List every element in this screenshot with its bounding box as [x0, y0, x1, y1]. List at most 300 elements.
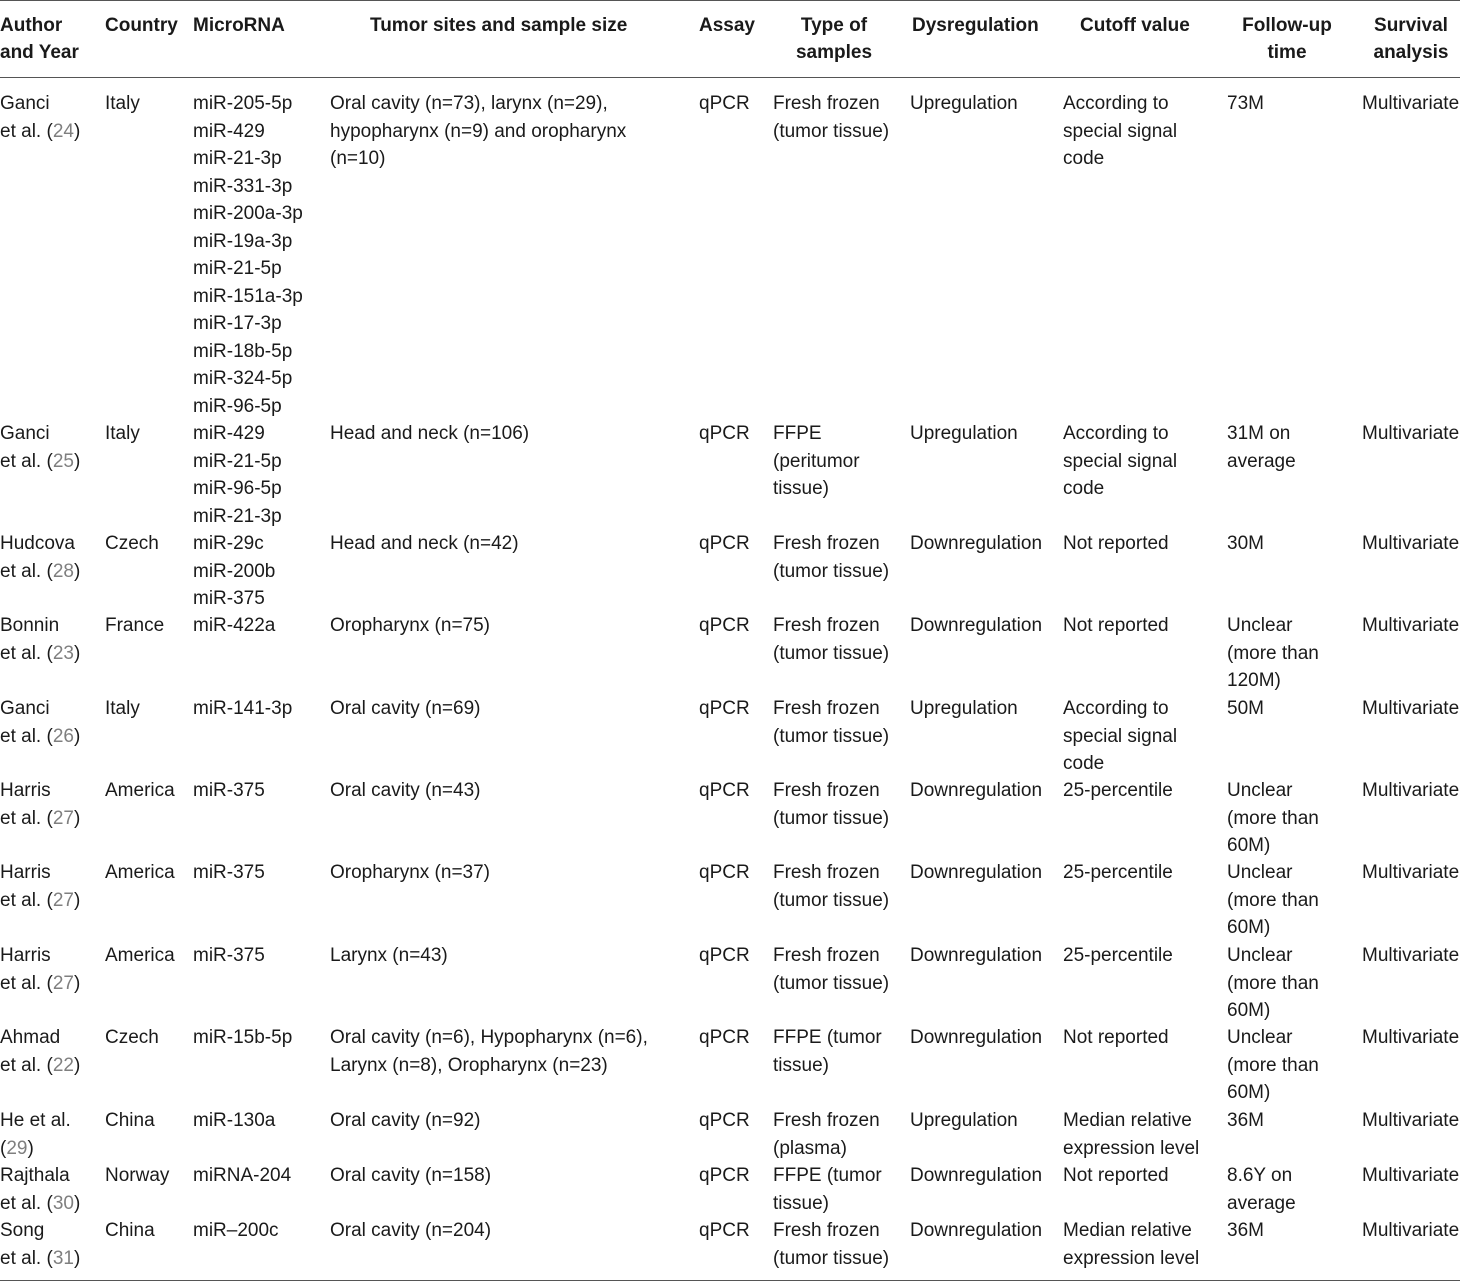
cell-followup	[1227, 530, 1264, 558]
cell-followup	[1227, 612, 1319, 695]
microrna-line: miR-151a-3p	[193, 285, 303, 307]
samples-line: FFPE	[773, 423, 822, 444]
dys-line: Downregulation	[910, 1220, 1043, 1241]
author-text: Ahmad	[0, 1027, 61, 1048]
cell-survival	[1362, 942, 1459, 970]
reference-link[interactable]: 29	[6, 1137, 28, 1159]
table-bottom-rule	[0, 1280, 1460, 1281]
tumor-line: Oropharynx (n=75)	[330, 615, 490, 636]
cell-microrna	[193, 777, 265, 805]
author-line	[0, 118, 80, 146]
cell-tumor	[330, 777, 480, 805]
microrna-line: miR-375	[193, 862, 265, 883]
cell-survival	[1362, 1024, 1459, 1052]
survival-line: Multivariate	[1362, 1165, 1460, 1186]
followup-line: Unclear	[1227, 862, 1293, 883]
cell-survival	[1362, 1162, 1459, 1190]
reference-close: )	[73, 1054, 81, 1076]
tumor-line: Oral cavity (n=43)	[330, 780, 481, 801]
samples-line: Fresh frozen	[773, 533, 880, 554]
cell-samples	[773, 90, 889, 145]
followup-line: (more than	[1227, 889, 1319, 911]
column-header-line: MicroRNA	[193, 15, 285, 36]
reference-close: )	[73, 450, 81, 472]
cell-survival	[1362, 1107, 1459, 1135]
cutoff-line: 25-percentile	[1063, 780, 1173, 801]
microrna-line: miR-141-3p	[193, 698, 293, 719]
author-line	[0, 805, 80, 833]
reference-link[interactable]: 30	[52, 1192, 74, 1214]
cell-tumor	[330, 1162, 491, 1190]
cutoff-line: Not reported	[1063, 1165, 1169, 1186]
assay-line: qPCR	[699, 1110, 750, 1131]
assay-line: qPCR	[699, 423, 750, 444]
samples-line: (tumor tissue)	[773, 972, 890, 994]
microrna-line: miR-205-5p	[193, 93, 293, 114]
cell-author	[0, 942, 80, 997]
cell-cutoff	[1063, 1162, 1169, 1190]
author-text: Rajthala	[0, 1165, 70, 1186]
cell-cutoff	[1063, 695, 1177, 778]
cell-author	[0, 695, 80, 750]
cell-survival	[1362, 859, 1459, 887]
cell-followup	[1227, 942, 1319, 1025]
column-header-assay	[699, 12, 755, 39]
cutoff-line: expression level	[1063, 1247, 1200, 1269]
author-line	[0, 90, 80, 118]
microrna-line: miR-200b	[193, 560, 276, 582]
followup-line: 120M)	[1227, 670, 1281, 691]
assay-line: qPCR	[699, 1220, 750, 1241]
cell-dys	[910, 530, 1042, 558]
dys-line: Downregulation	[910, 945, 1043, 966]
microrna-line: miR-375	[193, 945, 265, 966]
author-text: et al. (	[0, 725, 53, 747]
dys-line: Downregulation	[910, 780, 1043, 801]
cell-followup	[1227, 90, 1264, 118]
cell-country	[105, 420, 140, 448]
cell-dys	[910, 90, 1018, 118]
cell-samples	[773, 1024, 882, 1079]
survival-line: Multivariate	[1362, 1027, 1460, 1048]
assay-line: qPCR	[699, 862, 750, 883]
cell-cutoff	[1063, 90, 1177, 173]
cutoff-line: According to	[1063, 423, 1169, 444]
cell-dys	[910, 1217, 1042, 1245]
samples-line: (plasma)	[773, 1137, 847, 1159]
cell-assay	[699, 1217, 750, 1245]
country-line: America	[105, 945, 175, 966]
cell-tumor	[330, 420, 529, 448]
author-text: Song	[0, 1220, 45, 1241]
cell-cutoff	[1063, 612, 1169, 640]
cell-assay	[699, 1107, 750, 1135]
author-text: Ganci	[0, 423, 50, 444]
country-line: Italy	[105, 698, 140, 719]
column-header-line: Follow-up	[1242, 15, 1332, 36]
cutoff-line: Median relative	[1063, 1220, 1192, 1241]
author-text: Ganci	[0, 698, 50, 719]
author-text: et al. (	[0, 1247, 53, 1269]
tumor-line: Oropharynx (n=37)	[330, 862, 490, 883]
dys-line: Downregulation	[910, 615, 1043, 636]
microrna-line: miR-324-5p	[193, 368, 293, 389]
cell-tumor	[330, 612, 490, 640]
reference-close: )	[73, 889, 81, 911]
cell-survival	[1362, 420, 1459, 448]
reference-link[interactable]: 27	[52, 972, 74, 994]
author-line	[0, 530, 80, 558]
author-line	[0, 859, 80, 887]
cell-dys	[910, 942, 1042, 970]
author-text: et al. (	[0, 450, 53, 472]
author-text: Harris	[0, 862, 51, 883]
assay-line: qPCR	[699, 93, 750, 114]
cell-samples	[773, 942, 889, 997]
cell-survival	[1362, 530, 1459, 558]
author-text: et al. (	[0, 1192, 53, 1214]
author-line	[0, 723, 80, 751]
microrna-line: miR-130a	[193, 1110, 276, 1131]
microrna-line: miR-422a	[193, 615, 276, 636]
cell-tumor	[330, 1107, 480, 1135]
cell-survival	[1362, 612, 1459, 640]
cutoff-line: 25-percentile	[1063, 945, 1173, 966]
column-header-line: Dysregulation	[912, 15, 1039, 36]
column-header-samples	[754, 12, 914, 66]
column-header-line: Country	[105, 15, 178, 36]
author-line	[0, 448, 80, 476]
reference-close: )	[73, 560, 81, 582]
tumor-line: Oral cavity (n=69)	[330, 698, 481, 719]
microrna-line: miR-21-3p	[193, 505, 282, 527]
samples-line: Fresh frozen	[773, 945, 880, 966]
tumor-line: Oral cavity (n=73), larynx (n=29),	[330, 93, 608, 114]
dys-line: Downregulation	[910, 533, 1043, 554]
reference-close: )	[27, 1137, 34, 1159]
survival-line: Multivariate	[1362, 1220, 1460, 1241]
microrna-line: miR-15b-5p	[193, 1027, 293, 1048]
samples-line: Fresh frozen	[773, 698, 880, 719]
microrna-line: miR-17-3p	[193, 313, 282, 334]
samples-line: tissue)	[773, 478, 829, 499]
cell-samples	[773, 859, 889, 914]
samples-line: (tumor tissue)	[773, 642, 890, 664]
samples-line: (tumor tissue)	[773, 889, 890, 911]
followup-line: Unclear	[1227, 615, 1293, 636]
microrna-line: miR-375	[193, 588, 265, 609]
survival-line: Multivariate	[1362, 780, 1460, 801]
cell-country	[105, 90, 140, 118]
dys-line: Downregulation	[910, 862, 1043, 883]
samples-line: Fresh frozen	[773, 1220, 880, 1241]
cell-followup	[1227, 695, 1264, 723]
followup-line: Unclear	[1227, 780, 1293, 801]
author-line	[0, 640, 80, 668]
column-header-line: Author	[0, 15, 63, 36]
cell-microrna	[193, 530, 275, 613]
cell-author	[0, 1107, 71, 1162]
column-header-line: Survival	[1374, 15, 1448, 36]
author-text: et al. (	[0, 642, 53, 664]
cell-samples	[773, 1107, 880, 1162]
cell-cutoff	[1063, 777, 1173, 805]
author-line	[0, 942, 80, 970]
cell-survival	[1362, 1217, 1459, 1245]
author-text: Bonnin	[0, 615, 60, 636]
author-text: Harris	[0, 780, 51, 801]
column-header-country	[105, 12, 178, 39]
microrna-line: miR-429	[193, 423, 265, 444]
author-text: Ganci	[0, 93, 50, 114]
samples-line: Fresh frozen	[773, 1110, 880, 1131]
author-line	[0, 420, 80, 448]
cell-cutoff	[1063, 1217, 1199, 1272]
cell-dys	[910, 1024, 1042, 1052]
cell-country	[105, 695, 140, 723]
author-line	[0, 612, 80, 640]
followup-line: (more than	[1227, 807, 1319, 829]
samples-line: Fresh frozen	[773, 615, 880, 636]
column-header-line: Assay	[699, 15, 755, 36]
cell-tumor	[330, 942, 448, 970]
cell-country	[105, 942, 175, 970]
cutoff-line: Median relative	[1063, 1110, 1192, 1131]
reference-link[interactable]: 31	[52, 1247, 74, 1269]
microrna-line: miR-96-5p	[193, 478, 282, 499]
cell-author	[0, 90, 80, 145]
reference-link[interactable]: 23	[52, 642, 74, 664]
followup-line: 60M)	[1227, 1082, 1271, 1103]
tumor-line: (n=10)	[330, 148, 386, 169]
microrna-line: miR-18b-5p	[193, 340, 293, 362]
column-header-cutoff	[1080, 12, 1190, 39]
followup-line: 36M	[1227, 1220, 1264, 1241]
samples-line: (tumor tissue)	[773, 807, 890, 829]
cell-dys	[910, 695, 1018, 723]
author-line	[0, 1024, 80, 1052]
microrna-line: miR-19a-3p	[193, 230, 293, 252]
followup-line: (more than	[1227, 972, 1319, 994]
country-line: America	[105, 780, 175, 801]
cell-country	[105, 530, 159, 558]
cell-country	[105, 1107, 155, 1135]
cell-followup	[1227, 420, 1296, 475]
author-line	[0, 1190, 80, 1218]
cell-country	[105, 1217, 155, 1245]
cell-tumor	[330, 695, 480, 723]
microrna-line: miR-21-5p	[193, 450, 282, 472]
cell-microrna	[193, 942, 265, 970]
cell-tumor	[330, 1024, 648, 1079]
author-text: et al. (	[0, 1054, 53, 1076]
column-header-line: Type of	[800, 15, 868, 36]
cell-dys	[910, 420, 1018, 448]
dys-line: Downregulation	[910, 1027, 1043, 1048]
reference-link[interactable]: 24	[52, 120, 74, 142]
samples-line: Fresh frozen	[773, 93, 880, 114]
author-text: (	[0, 1137, 7, 1159]
survival-line: Multivariate	[1362, 93, 1460, 114]
cell-microrna	[193, 695, 292, 723]
cell-samples	[773, 695, 889, 750]
dys-line: Upregulation	[910, 93, 1018, 114]
reference-link[interactable]: 26	[52, 725, 74, 747]
microrna-line: miRNA-204	[193, 1165, 292, 1186]
tumor-line: hypopharynx (n=9) and oropharynx	[330, 120, 627, 142]
cell-country	[105, 777, 175, 805]
cell-assay	[699, 1162, 750, 1190]
cell-assay	[699, 612, 750, 640]
country-line: Italy	[105, 423, 140, 444]
country-line: Czech	[105, 533, 159, 554]
cutoff-line: Not reported	[1063, 615, 1169, 636]
column-header-line: time	[1267, 42, 1307, 63]
author-text: et al. (	[0, 972, 53, 994]
cell-country	[105, 1024, 159, 1052]
cell-author	[0, 777, 80, 832]
followup-line: 36M	[1227, 1110, 1264, 1131]
samples-line: (peritumor	[773, 450, 860, 472]
cell-survival	[1362, 777, 1459, 805]
followup-line: 73M	[1227, 93, 1264, 114]
column-header-line: Cutoff value	[1080, 15, 1190, 36]
followup-line: 30M	[1227, 533, 1264, 554]
author-line	[0, 1162, 80, 1190]
country-line: Norway	[105, 1165, 170, 1186]
cell-survival	[1362, 695, 1459, 723]
followup-line: average	[1227, 450, 1296, 472]
reference-link[interactable]: 25	[52, 450, 74, 472]
samples-line: FFPE (tumor	[773, 1027, 882, 1048]
cell-dys	[910, 612, 1042, 640]
cell-samples	[773, 420, 860, 503]
column-header-survival	[1331, 12, 1460, 66]
tumor-line: Head and neck (n=106)	[330, 423, 530, 444]
cell-assay	[699, 942, 750, 970]
author-text: et al. (	[0, 889, 53, 911]
column-header-microrna	[193, 12, 285, 39]
assay-line: qPCR	[699, 780, 750, 801]
column-header-tumor	[370, 12, 627, 39]
country-line: France	[105, 615, 165, 636]
tumor-line: Oral cavity (n=158)	[330, 1165, 492, 1186]
samples-line: (tumor tissue)	[773, 1247, 890, 1269]
cutoff-line: Not reported	[1063, 533, 1169, 554]
followup-line: 50M	[1227, 698, 1264, 719]
samples-line: tissue)	[773, 1192, 829, 1214]
cutoff-line: 25-percentile	[1063, 862, 1173, 883]
cutoff-line: According to	[1063, 93, 1169, 114]
tumor-line: Oral cavity (n=92)	[330, 1110, 481, 1131]
microrna-line: miR-96-5p	[193, 395, 282, 417]
cell-author	[0, 530, 80, 585]
assay-line: qPCR	[699, 1165, 750, 1186]
cell-microrna	[193, 420, 282, 530]
cutoff-line: According to	[1063, 698, 1169, 719]
assay-line: qPCR	[699, 698, 750, 719]
dys-line: Upregulation	[910, 1110, 1018, 1131]
table-top-rule	[0, 0, 1460, 1]
column-header-line: and Year	[0, 42, 79, 63]
author-line	[0, 1135, 71, 1163]
country-line: America	[105, 862, 175, 883]
samples-line: (tumor tissue)	[773, 725, 890, 747]
microrna-line: miR-29c	[193, 533, 264, 554]
cell-microrna	[193, 1107, 275, 1135]
reference-close: )	[73, 1247, 81, 1269]
cell-author	[0, 612, 80, 667]
cell-microrna	[193, 90, 303, 420]
reference-link[interactable]: 27	[52, 807, 74, 829]
author-line	[0, 887, 80, 915]
assay-line: qPCR	[699, 533, 750, 554]
reference-link[interactable]: 27	[52, 889, 74, 911]
reference-link[interactable]: 28	[52, 560, 74, 582]
cell-samples	[773, 777, 889, 832]
cell-cutoff	[1063, 859, 1173, 887]
samples-line: FFPE (tumor	[773, 1165, 882, 1186]
cell-followup	[1227, 1217, 1264, 1245]
microrna-line: miR-375	[193, 780, 265, 801]
dys-line: Upregulation	[910, 698, 1018, 719]
column-header-line: samples	[795, 42, 873, 63]
cell-dys	[910, 777, 1042, 805]
author-line	[0, 558, 80, 586]
cell-country	[105, 1162, 169, 1190]
author-text: He et al.	[0, 1110, 71, 1131]
cutoff-line: code	[1063, 148, 1105, 169]
survival-line: Multivariate	[1362, 1110, 1460, 1131]
cell-dys	[910, 859, 1042, 887]
assay-line: qPCR	[699, 1027, 750, 1048]
cell-assay	[699, 1024, 750, 1052]
cell-dys	[910, 1107, 1018, 1135]
cell-followup	[1227, 1024, 1319, 1107]
cell-followup	[1227, 1107, 1264, 1135]
author-text: Harris	[0, 945, 51, 966]
tumor-line: Larynx (n=8), Oropharynx (n=23)	[330, 1054, 608, 1076]
cell-assay	[699, 90, 750, 118]
survival-line: Multivariate	[1362, 862, 1460, 883]
samples-line: tissue)	[773, 1054, 829, 1076]
cutoff-line: special signal	[1063, 120, 1178, 142]
followup-line: 60M)	[1227, 835, 1271, 856]
cell-samples	[773, 1162, 882, 1217]
cell-cutoff	[1063, 1024, 1169, 1052]
cell-followup	[1227, 859, 1319, 942]
cell-cutoff	[1063, 942, 1173, 970]
cell-author	[0, 420, 80, 475]
cell-microrna	[193, 859, 265, 887]
survival-line: Multivariate	[1362, 615, 1460, 636]
cell-microrna	[193, 1162, 291, 1190]
assay-line: qPCR	[699, 615, 750, 636]
author-line	[0, 970, 80, 998]
followup-line: Unclear	[1227, 1027, 1293, 1048]
reference-link[interactable]: 22	[52, 1054, 74, 1076]
cell-cutoff	[1063, 1107, 1199, 1162]
survival-line: Multivariate	[1362, 945, 1460, 966]
cell-assay	[699, 777, 750, 805]
dys-line: Upregulation	[910, 423, 1018, 444]
cell-author	[0, 1217, 80, 1272]
author-text: et al. (	[0, 807, 53, 829]
column-header-line: Tumor sites and sample size	[370, 15, 628, 36]
cutoff-line: code	[1063, 753, 1105, 774]
tumor-line: Oral cavity (n=204)	[330, 1220, 492, 1241]
samples-line: (tumor tissue)	[773, 560, 890, 582]
